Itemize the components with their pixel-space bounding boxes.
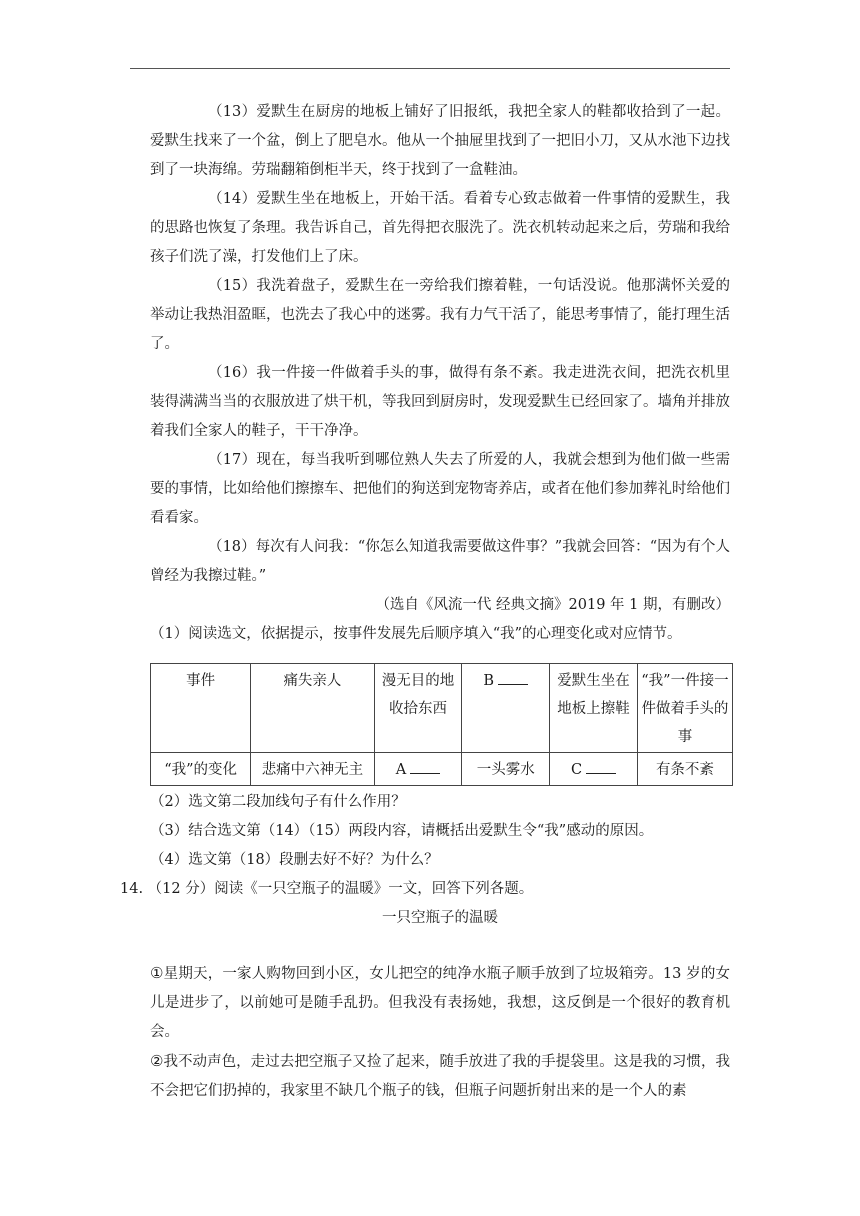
source-note: （选自《风流一代 经典文摘》2019 年 1 期，有删改） — [375, 597, 730, 613]
table-cell: 一头雾水 — [462, 753, 550, 786]
header-rule — [130, 68, 730, 69]
answer-blank[interactable] — [498, 668, 528, 685]
question-2: （2）选文第二段加线句子有什么作用？ — [150, 794, 406, 810]
blank-b-cell — [462, 664, 550, 753]
table-cell: 事件 — [151, 664, 251, 753]
question-1: （1）阅读选文，依据提示，按事件发展先后顺序填入“我”的心理变化或对应情节。 — [150, 626, 682, 642]
question-3: （3）结合选文第（14）（15）两段内容，请概括出爱默生令“我”感动的原因。 — [150, 823, 654, 839]
article-paragraph-2 — [150, 1047, 730, 1106]
document-page — [120, 98, 731, 1106]
events-table — [150, 663, 733, 786]
table-cell: “我”的变化 — [151, 753, 251, 786]
paragraph-15: （15）我洗着盘子，爱默生在一旁给我们擦着鞋，一句话没说。他那满怀关爱的举动让我热泪盈眶，也洗去了我心中的迷雾。我有力气干活了，能思考事情了，能打理生活了。 — [150, 278, 730, 352]
answer-blank[interactable] — [586, 757, 616, 774]
blank-label: A — [395, 762, 407, 778]
paragraph-16: （16）我一件接一件做着手头的事，做得有条不紊。我走进洗衣间，把洗衣机里装得满满当当的衣服放进了烘干机，等我回到厨房时，发现爱默生已经回家了。墙角并排放着我们全家人的鞋子，干干净净。 — [150, 365, 730, 439]
table-cell: 痛失亲人 — [251, 664, 374, 753]
table-row — [151, 664, 733, 753]
article-paragraph-1 — [150, 959, 730, 1047]
question-number: 14. — [120, 881, 144, 897]
article-paragraph-1-text: 星期天，一家人购物回到小区，女儿把空的纯净水瓶子顺手放到了垃圾箱旁。13 岁的女儿是进步了，以前她可是随手乱扔。但我没有表扬她，我想，这反倒是一个很好的教育机会。 — [150, 966, 730, 1040]
question-14-intro: （12 分）阅读《一只空瓶子的温暖》一文，回答下列各题。 — [147, 881, 534, 897]
table-cell: 爱默生坐在地板上擦鞋 — [550, 664, 638, 753]
table-cell: 有条不紊 — [637, 753, 732, 786]
blank-c-cell — [550, 753, 638, 786]
table-cell: 悲痛中六神无主 — [251, 753, 374, 786]
article-title: 一只空瓶子的温暖 — [382, 910, 498, 926]
article-paragraph-2-text: 我不动声色，走过去把空瓶子又捡了起来，随手放进了我的手提袋里。这是我的习惯，我不会把它们扔掉的，我家里不缺几个瓶子的钱，但瓶子问题折射出来的是一个人的素 — [150, 1054, 731, 1099]
table-cell: 漫无目的地收拾东西 — [374, 664, 462, 753]
table-row — [151, 753, 733, 786]
blank-label: B — [483, 673, 495, 689]
paragraph-18: （18）每次有人问我：“你怎么知道我需要做这件事？”我就会回答：“因为有个人曾经为我擦过鞋。” — [150, 539, 730, 584]
circled-number: ② — [150, 1052, 164, 1070]
question-4: （4）选文第（18）段删去好不好？为什么？ — [150, 852, 439, 868]
blank-a-cell — [374, 753, 462, 786]
answer-blank[interactable] — [410, 757, 440, 774]
paragraph-14: （14）爱默生坐在地板上，开始干活。看着专心致志做着一件事情的爱默生，我的思路也恢复了条理。我告诉自己，首先得把衣服洗了。洗衣机转动起来之后，劳瑞和我给孩子们洗了澡，打发他们上了床。 — [150, 191, 730, 265]
paragraph-13: （13）爱默生在厨房的地板上铺好了旧报纸，我把全家人的鞋都收拾到了一起。爱默生找来了一个盆，倒上了肥皂水。他从一个抽屉里找到了一把旧小刀，又从水池下边找到了一块海绵。劳瑞翻箱倒柜半天，终于找到了一盒鞋油。 — [150, 104, 730, 178]
circled-number: ① — [150, 964, 164, 982]
table-cell: “我”一件接一件做着手头的事 — [637, 664, 732, 753]
question-14-heading — [120, 875, 730, 904]
blank-label: C — [570, 762, 583, 778]
paragraph-17: （17）现在，每当我听到哪位熟人失去了所爱的人，我就会想到为他们做一些需要的事情，比如给他们擦擦车、把他们的狗送到宠物寄养店，或者在他们参加葬礼时给他们看看家。 — [150, 452, 730, 526]
